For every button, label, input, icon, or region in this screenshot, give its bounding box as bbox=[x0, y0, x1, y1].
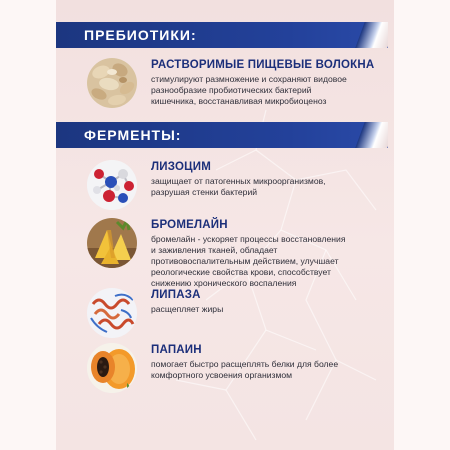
oat-flakes-icon bbox=[87, 58, 137, 108]
description-line: реологические свойства крови, способствует bbox=[151, 267, 331, 277]
item-title: РАСТВОРИМЫЕ ПИЩЕВЫЕ ВОЛОКНА bbox=[151, 59, 375, 71]
description-line: бромелайн - ускоряет процессы восстановления bbox=[151, 234, 346, 244]
description-line: разнообразие пробиотических бактерий bbox=[151, 85, 312, 95]
item-description bbox=[151, 234, 381, 289]
item-description bbox=[151, 304, 381, 315]
item-description bbox=[151, 74, 381, 107]
item-description bbox=[151, 176, 381, 198]
item-title: ПАПАИН bbox=[151, 344, 202, 356]
item-title: ЛИПАЗА bbox=[151, 289, 201, 301]
enzymes-banner bbox=[56, 122, 388, 148]
prebiotics-heading: ПРЕБИОТИКИ: bbox=[84, 27, 197, 43]
prebiotics-banner bbox=[56, 22, 388, 48]
description-line: кишечника, восстанавливая микробиоценоз bbox=[151, 96, 327, 106]
papaya-icon bbox=[87, 343, 137, 393]
molecule-icon bbox=[87, 160, 137, 210]
item-title: БРОМЕЛАЙН bbox=[151, 219, 228, 231]
banner-stripe bbox=[355, 122, 388, 148]
description-line: комфортного усвоения организмом bbox=[151, 370, 293, 380]
description-line: противовоспалительным действием, улучшает bbox=[151, 256, 339, 266]
description-line: помогает быстро расщеплять белки для более bbox=[151, 359, 339, 369]
description-line: стимулируют размножение и сохраняют видовое bbox=[151, 74, 347, 84]
description-line: разрушая стенки бактерий bbox=[151, 187, 258, 197]
pineapple-icon bbox=[87, 218, 137, 268]
banner-stripe bbox=[355, 22, 388, 48]
description-line: и заживления тканей, обладает bbox=[151, 245, 278, 255]
description-line: защищает от патогенных микроорганизмов, bbox=[151, 176, 326, 186]
description-line: снижению хронического воспаления bbox=[151, 278, 297, 288]
item-title: ЛИЗОЦИМ bbox=[151, 161, 211, 173]
protein-structure-icon bbox=[87, 288, 137, 338]
description-line: расщепляет жиры bbox=[151, 304, 224, 314]
item-description bbox=[151, 359, 381, 381]
enzymes-heading: ФЕРМЕНТЫ: bbox=[84, 127, 182, 143]
